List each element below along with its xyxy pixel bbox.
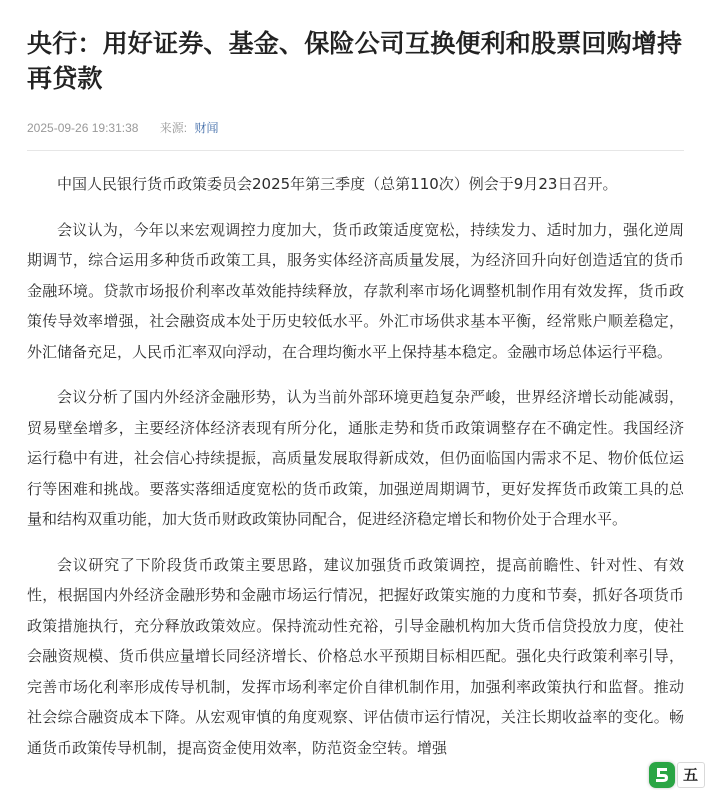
source-link[interactable]: 财闻 bbox=[194, 121, 219, 135]
article-meta bbox=[27, 118, 684, 138]
paragraph: 中国人民银行货币政策委员会2025年第三季度（总第110次）例会于9月23日召开。 bbox=[57, 175, 618, 193]
page-title: 央行：用好证券、基金、保险公司互换便利和股票回购增持再贷款 bbox=[27, 29, 683, 93]
source-label: 来源: bbox=[159, 121, 188, 135]
badge-text: 五 bbox=[677, 762, 705, 788]
article-body bbox=[27, 169, 684, 763]
divider bbox=[27, 150, 684, 151]
paragraph: 会议分析了国内外经济金融形势，认为当前外部环境更趋复杂严峻，世界经济增长动能减弱，贸易壁垒增多，主要经济体经济表现有所分化，通胀走势和货币政策调整存在不确定性。我国经济运行稳中有进，社会信心持续提振，高质量发展取得新成效，但仍面临国内需求不足、物价低位运行等困难和挑战。要落实落细适度宽松的货币政策，加强逆周期调节，更好发挥货币政策工具的总量和结构双重功能，加大货币财政政策协同配合，促进经济稳定增长和物价处于合理水平。 bbox=[27, 388, 684, 528]
floating-badge[interactable] bbox=[649, 760, 709, 790]
publish-timestamp: 2025-09-26 19:31:38 bbox=[27, 121, 139, 135]
paragraph: 会议认为，今年以来宏观调控力度加大，货币政策适度宽松，持续发力、适时加力，强化逆周期调节，综合运用多种货币政策工具，服务实体经济高质量发展，为经济回升向好创造适宜的货币金融环境。贷款市场报价利率改革效能持续释放，存款利率市场化调整机制作用有效发挥，货币政策传导效率增强，社会融资成本处于历史较低水平。外汇市场供求基本平衡，经常账户顺差稳定，外汇储备充足，人民币汇率双向浮动，在合理均衡水平上保持基本稳定。金融市场总体运行平稳。 bbox=[27, 220, 684, 361]
five-icon bbox=[649, 762, 675, 788]
article bbox=[27, 0, 684, 778]
paragraph: 会议研究了下阶段货币政策主要思路，建议加强货币政策调控，提高前瞻性、针对性、有效性，根据国内外经济金融形势和金融市场运行情况，把握好政策实施的力度和节奏，抓好各项货币政策措施执行，充分释放政策效应。保持流动性充裕，引导金融机构加大货币信贷投放力度，使社会融资规模、货币供应量增长同经济增长、价格总水平预期目标相匹配。强化央行政策利率引导，完善市场化利率形成传导机制，发挥市场利率定价自律机制作用，加强利率政策执行和监督。推动社会综合融资成本下降。从宏观审慎的角度观察、评估债市运行情况，关注长期收益率的变化。畅通货币政策传导机制，提高资金使用效率，防范资金空转。增强 bbox=[27, 555, 684, 757]
